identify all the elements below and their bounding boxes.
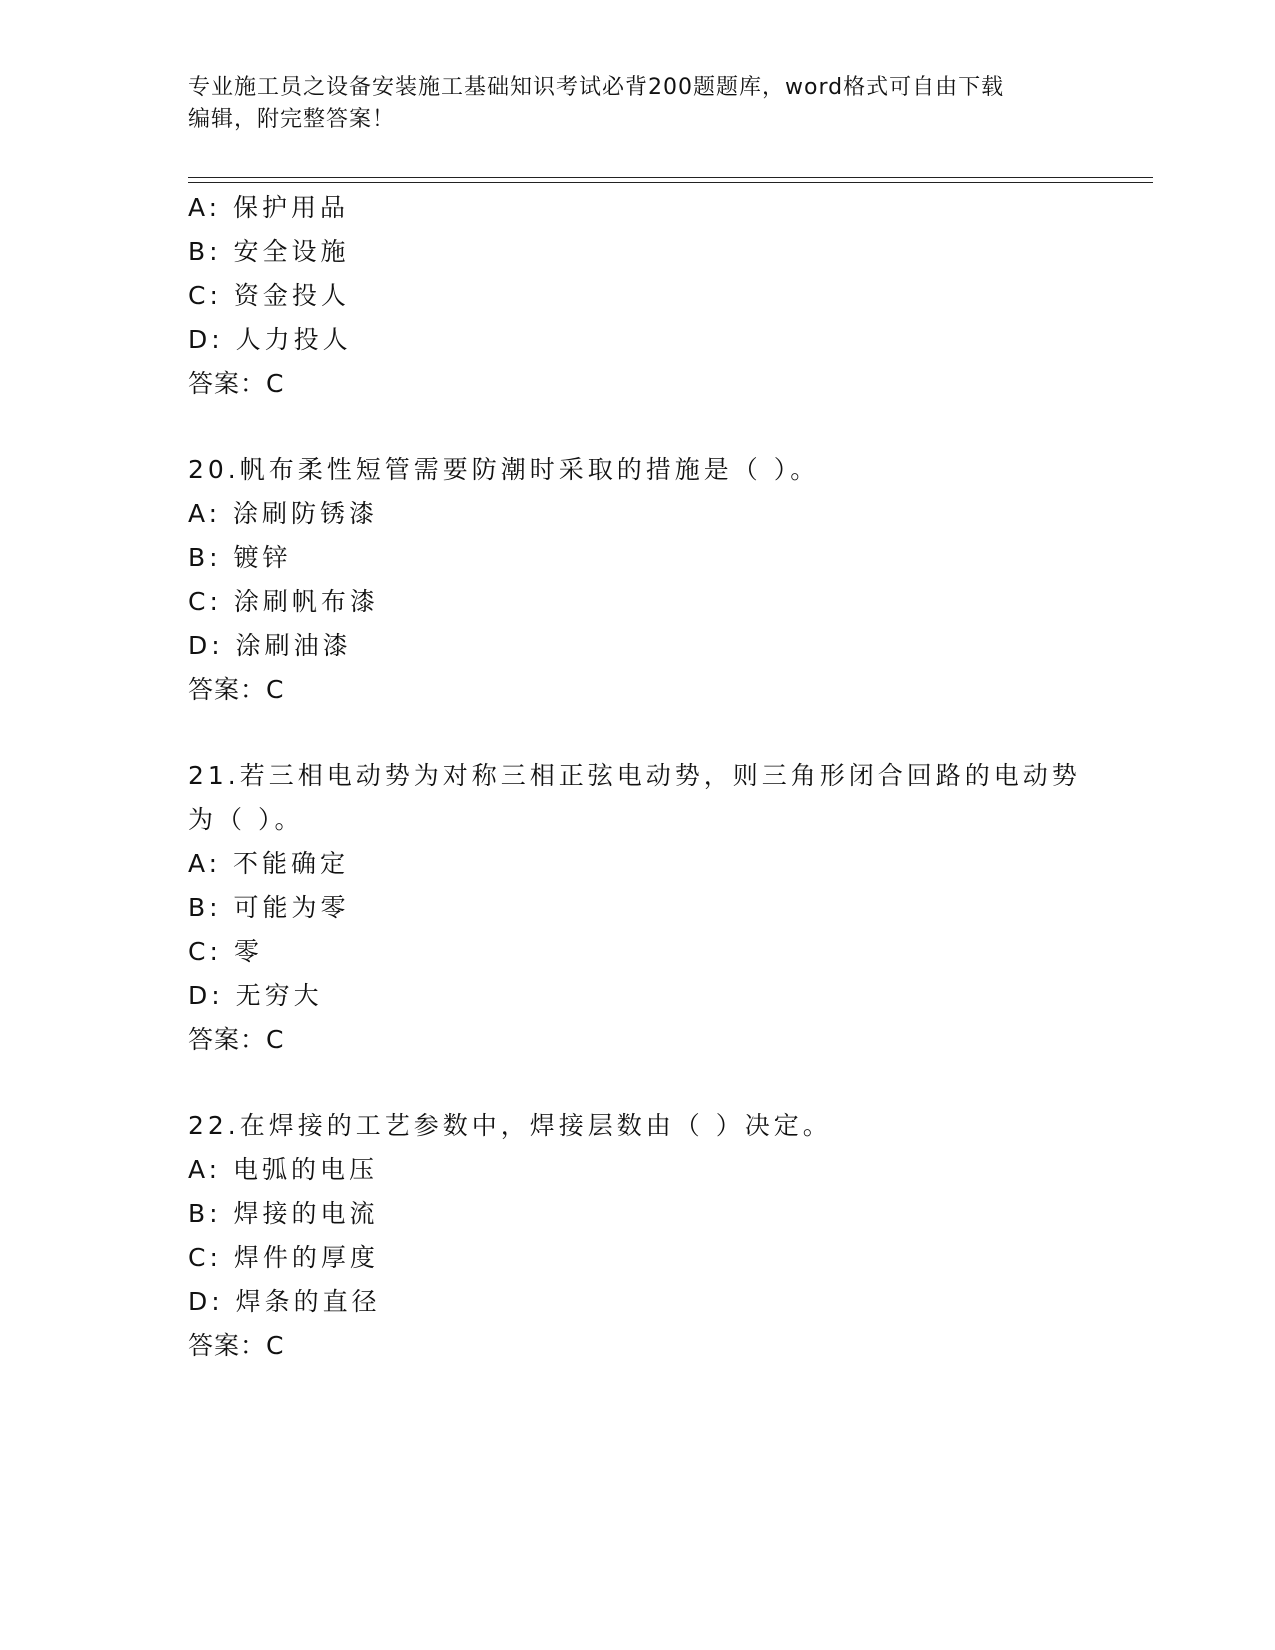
q19-option-d: D: 人力投人 [188, 325, 352, 354]
q22-answer: 答案：C [188, 1331, 285, 1360]
header-divider-bottom [188, 182, 1153, 183]
q21-option-a: A: 不能确定 [188, 849, 350, 878]
header-divider-top [188, 177, 1153, 178]
q20-option-d: D: 涂刷油漆 [188, 631, 352, 660]
q22-option-d: D: 焊条的直径 [188, 1287, 381, 1316]
q21-option-b: B: 可能为零 [188, 893, 350, 922]
q19-option-b: B: 安全设施 [188, 237, 350, 266]
header-line-2: 编辑，附完整答案！ [188, 107, 396, 132]
q21-question-line-2: 为（ ）。 [188, 805, 304, 834]
q21-option-d: D: 无穷大 [188, 981, 323, 1010]
q21-question-line-1: 21.若三相电动势为对称三相正弦电动势，则三角形闭合回路的电动势 [188, 761, 1081, 790]
q20-question: 20.帆布柔性短管需要防潮时采取的措施是（ ）。 [188, 455, 820, 484]
q20-option-a: A: 涂刷防锈漆 [188, 499, 379, 528]
q21-answer: 答案：C [188, 1025, 285, 1054]
q22-option-b: B: 焊接的电流 [188, 1199, 379, 1228]
q20-option-b: B: 镀锌 [188, 543, 292, 572]
q22-question: 22.在焊接的工艺参数中，焊接层数由（ ）决定。 [188, 1111, 832, 1140]
q22-option-a: A: 电弧的电压 [188, 1155, 379, 1184]
document-header [188, 72, 1088, 136]
q22-option-c: C: 焊件的厚度 [188, 1243, 379, 1272]
q19-answer: 答案：C [188, 369, 285, 398]
q19-option-a: A: 保护用品 [188, 193, 350, 222]
q20-option-c: C: 涂刷帆布漆 [188, 587, 379, 616]
q20-answer: 答案：C [188, 675, 285, 704]
header-line-1: 专业施工员之设备安装施工基础知识考试必背200题题库，word格式可自由下载 [188, 75, 1005, 100]
q19-option-c: C: 资金投人 [188, 281, 350, 310]
q21-option-c: C: 零 [188, 937, 263, 966]
